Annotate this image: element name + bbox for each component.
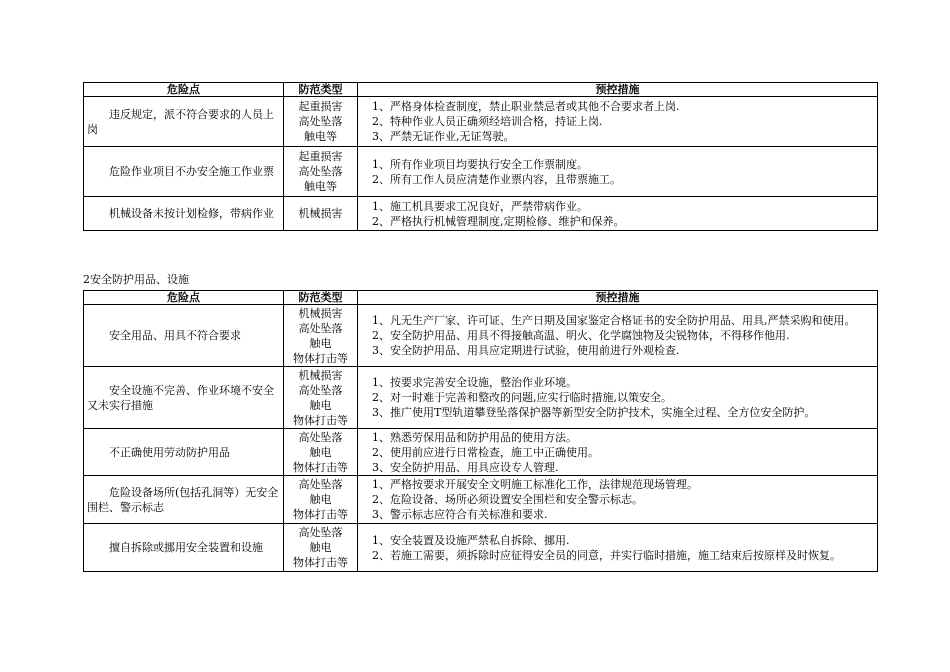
type-item: 物体打击等 <box>293 413 348 427</box>
table-header-row <box>84 291 878 305</box>
measures-cell <box>358 305 878 367</box>
type-item: 起重损害 <box>298 100 343 113</box>
type-item: 触电等 <box>304 180 337 193</box>
table-row <box>84 429 878 476</box>
header-measures: 预控措施 <box>358 291 878 305</box>
measure-item: 2、危险设备、场所必须设置安全围栏和安全警示标志。 <box>372 493 643 506</box>
table-row <box>84 305 878 367</box>
measure-item: 1、所有作业项目均要执行安全工作票制度。 <box>372 157 588 171</box>
type-item: 机械损害 <box>298 207 343 220</box>
type-item: 物体打击等 <box>293 460 348 474</box>
hazard-cell: 擅自拆除或挪用安全装置和设施 <box>84 524 284 572</box>
header-hazard: 危险点 <box>84 83 284 97</box>
header-type: 防范类型 <box>284 83 358 97</box>
type-item: 高处坠落 <box>298 526 343 539</box>
table-row <box>84 147 878 197</box>
type-item: 物体打击等 <box>293 556 348 569</box>
measure-item: 2、安全防护用品、用具不得接触高温、明火、化学腐蚀物及尖锐物体，不得移作他用. <box>372 329 790 342</box>
type-item: 物体打击等 <box>293 508 348 521</box>
table-row <box>84 197 878 231</box>
measure-item: 3、警示标志应符合有关标准和要求. <box>372 508 548 521</box>
measure-item: 2、使用前应进行日常检查，施工中正确使用。 <box>372 445 599 459</box>
type-cell <box>284 524 358 572</box>
measure-item: 1、施工机具要求工况良好，严禁带病作业。 <box>372 199 588 213</box>
type-cell <box>284 305 358 367</box>
type-item: 触电 <box>309 493 332 506</box>
type-cell <box>284 476 358 524</box>
hazard-cell: 危险设备场所(包括孔洞等）无安全围栏、警示标志 <box>84 476 284 524</box>
hazard-cell: 违反规定，派不符合要求的人员上岗 <box>84 97 284 147</box>
table-row <box>84 524 878 572</box>
type-item: 触电 <box>309 541 332 554</box>
section-title: 2安全防护用品、设施 <box>83 273 189 286</box>
measure-item: 2、严格执行机械管理制度,定期检修、维护和保养。 <box>372 214 625 228</box>
table-header-row <box>84 83 878 97</box>
hazard-cell: 机械设备未按计划检修，带病作业 <box>84 197 284 231</box>
measure-item: 1、凡无生产厂家、许可证、生产日期及国家鉴定合格证书的安全防护用品、用具,严禁采购和使用。 <box>372 314 856 327</box>
type-item: 高处坠落 <box>298 165 343 178</box>
hazard-cell: 安全设施不完善、作业环境不安全又未实行措施 <box>84 367 284 429</box>
type-cell <box>284 147 358 197</box>
type-cell <box>284 197 358 231</box>
type-item: 物体打击等 <box>293 351 348 365</box>
measure-item: 1、严格身体检查制度，禁止职业禁忌者或其他不合要求者上岗. <box>372 100 680 113</box>
measures-cell <box>358 476 878 524</box>
measures-cell <box>358 524 878 572</box>
header-measures: 预控措施 <box>358 83 878 97</box>
type-item: 高处坠落 <box>298 430 343 444</box>
table-row <box>84 367 878 429</box>
table-row <box>84 476 878 524</box>
type-item: 高处坠落 <box>298 321 343 335</box>
hazard-cell: 安全用品、用具不符合要求 <box>84 305 284 367</box>
type-item: 触电 <box>309 445 332 459</box>
measures-cell <box>358 367 878 429</box>
type-item: 触电 <box>309 336 332 350</box>
measure-item: 1、严格按要求开展安全文明施工标准化工作，法律规范现场管理。 <box>372 478 698 491</box>
measure-item: 2、特种作业人员正确须经培训合格，持证上岗. <box>372 115 603 128</box>
table-row <box>84 97 878 147</box>
measure-item: 3、推广使用T型轨道攀登坠落保护器等新型安全防护技术，实施全过程、全方位安全防护。 <box>372 406 816 419</box>
measure-item: 3、安全防护用品、用具应定期进行试验，使用前进行外观检查. <box>372 344 680 357</box>
type-item: 触电 <box>309 398 332 412</box>
measures-cell <box>358 147 878 197</box>
type-item: 高处坠落 <box>298 115 343 128</box>
risk-table-2 <box>83 290 878 572</box>
hazard-cell: 危险作业项目不办安全施工作业票 <box>84 147 284 197</box>
measure-item: 2、若施工需要，须拆除时应征得安全员的同意，并实行临时措施，施工结束后按原样及时恢复。 <box>372 548 841 562</box>
risk-table-1 <box>83 82 878 231</box>
measure-item: 2、所有工作人员应清楚作业票内容，且带票施工。 <box>372 172 621 186</box>
header-hazard: 危险点 <box>84 291 284 305</box>
measure-item: 1、按要求完善安全设施，整治作业环境。 <box>372 376 577 389</box>
type-item: 机械损害 <box>298 306 343 320</box>
type-cell <box>284 97 358 147</box>
measure-item: 1、熟悉劳保用品和防护用品的使用方法。 <box>372 430 577 444</box>
measure-item: 1、安全装置及设施严禁私自拆除、挪用. <box>372 533 570 547</box>
type-item: 高处坠落 <box>298 383 343 397</box>
measures-cell <box>358 429 878 476</box>
measure-item: 2、对一时难于完善和整改的问题,应实行临时措施,以策安全。 <box>372 391 672 404</box>
header-type: 防范类型 <box>284 291 358 305</box>
measures-cell <box>358 97 878 147</box>
type-cell <box>284 367 358 429</box>
measures-cell <box>358 197 878 231</box>
type-item: 触电等 <box>304 130 337 143</box>
measure-item: 3、安全防护用品、用具应设专人管理. <box>372 460 559 474</box>
type-item: 机械损害 <box>298 368 343 382</box>
type-item: 高处坠落 <box>298 478 343 491</box>
type-cell <box>284 429 358 476</box>
measure-item: 3、严禁无证作业,无证驾驶。 <box>372 130 515 143</box>
type-item: 起重损害 <box>298 150 343 163</box>
hazard-cell: 不正确使用劳动防护用品 <box>84 429 284 476</box>
